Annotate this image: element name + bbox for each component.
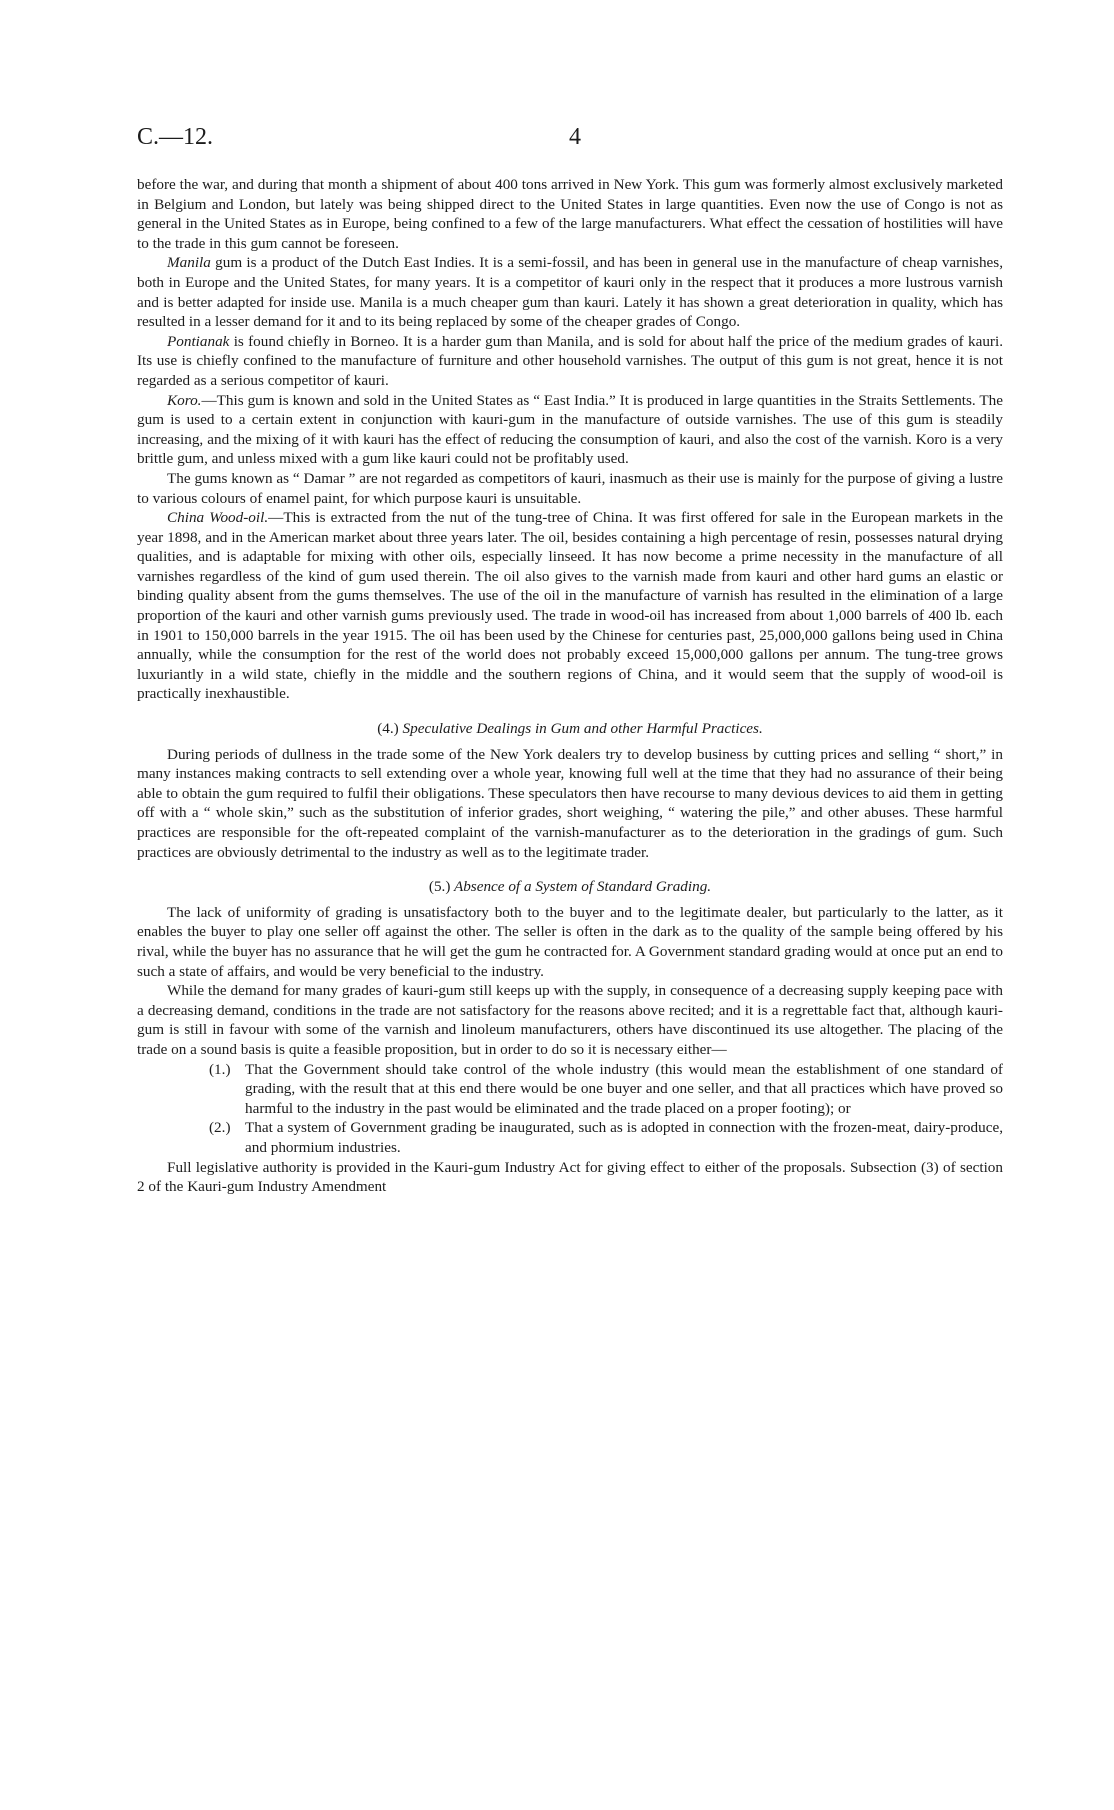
manila-text: gum is a product of the Dutch East Indies. It is a semi-fossil, and has been in general use in the manufacture of cheap varnishes, both in Europe and the United States, for many years. It is a competitor of kauri only in the respect that it produces a more lustrous varnish and is better adapted for inside use. Manila is a much cheaper gum than kauri. Lately it has shown a great deterioration in quality, which has resulted in a lesser demand for it and to its being replaced by some of the cheaper grades of Congo. <box>137 254 1003 331</box>
paragraph-congo-continuation: before the war, and during that month a shipment of about 400 tons arrived in New York. This gum was formerly almost exclusively marketed in Belgium and London, but lately was being shipped direct to the United States in large quantities. Even now the use of Congo is not as general in the United States as in Europe, being confined to a few of the large manufacturers. What effect the cessation of hostilities will have to the trade in this gum cannot be foreseen. <box>137 176 1003 252</box>
section-title-4: Speculative Dealings in Gum and other Harmful Practices. <box>402 720 763 738</box>
section-number-5: (5.) <box>428 878 451 896</box>
list-marker: (2.) <box>209 1119 231 1137</box>
proposals-list <box>137 1060 1003 1158</box>
list-marker: (1.) <box>209 1060 231 1078</box>
paragraph-grading-2: While the demand for many grades of kauri-gum still keeps up with the supply, in consequence of a decreasing supply keeping pace with a decreasing demand, conditions in the trade are not satisfactory for the reasons above recited; and it is a regrettable fact that, although kauri-gum is still in favour with some of the varnish and linoleum manufacturers, others have discontinued its use altogether. The placing of the trade on a sound basis is quite a feasible proposition, but in order to do so it is necessary either— <box>137 982 1003 1058</box>
term-manila: Manila <box>167 254 211 272</box>
list-item <box>209 1118 1003 1157</box>
paragraph-legislative-authority: Full legislative authority is provided in the Kauri-gum Industry Act for giving effect to either of the proposals. Subsection (3) of section 2 of the Kauri-gum Industry Amendment <box>137 1158 1003 1196</box>
paragraph-damar: The gums known as “ Damar ” are not regarded as competitors of kauri, inasmuch as their use is mainly for the purpose of giving a lustre to various colours of enamel paint, for which purpose kauri is unsuitable. <box>137 469 1003 507</box>
list-item-text: That the Government should take control of the whole industry (this would mean the establishment of one standard of grading, with the result that at this end there would be one buyer and one seller, and that all practices which have proved so harmful to the industry in the past would be eliminated and the trade placed on a proper footing); or <box>245 1060 1003 1117</box>
section-heading-5 <box>137 877 1003 897</box>
paragraph-speculative-dealings: During periods of dullness in the trade some of the New York dealers try to develop business by cutting prices and selling “ short,” in many instances making contracts to sell extending over a whole year, knowing full well at the time that they had no assurance of their being able to obtain the gum required to fulfil their obligations. These speculators then have recourse to many devious devices to aid them in getting off with a “ whole skin,” such as the substitution of inferior grades, short weighing, “ watering the pile,” and other abuses. These harmful practices are responsible for the oft-repeated complaint of the varnish-manufacturer as to the deterioration in the gradings of gum. Such practices are obviously detrimental to the industry as well as to the legitimate trader. <box>137 745 1003 861</box>
pontianak-text: is found chiefly in Borneo. It is a harder gum than Manila, and is sold for about half the price of the medium grades of kauri. Its use is chiefly confined to the manufacture of furniture and other household varnishes. The output of this gum is not great, hence it is not regarded as a serious competitor of kauri. <box>137 332 1003 389</box>
koro-text: —This gum is known and sold in the United States as “ East India.” It is produced in large quantities in the Straits Settlements. The gum is used to a certain extent in conjunction with kauri-gum in the manufacture of outside varnishes. The use of this gum is steadily increasing, and the mixing of it with kauri has the effect of reducing the consumption of kauri, and also the cost of the varnish. Koro is a very brittle gum, and unless mixed with a gum like kauri could not be profitably used. <box>137 391 1003 468</box>
page-number: 4 <box>569 124 581 150</box>
paragraph-manila <box>137 253 1003 331</box>
list-item <box>209 1060 1003 1119</box>
body-text <box>137 175 1003 1197</box>
section-heading-4 <box>137 719 1003 739</box>
section-title-5: Absence of a System of Standard Grading. <box>453 878 712 896</box>
section-number-4: (4.) <box>377 720 399 738</box>
document-reference: C.—12. <box>137 124 214 150</box>
china-wood-oil-text: —This is extracted from the nut of the tung-tree of China. It was first offered for sale in the European markets in the year 1898, and in the American market about three years later. The oil, besides containing a high percentage of resin, possesses natural drying qualities, and is adaptable for mixing with other oils, especially linseed. It has now become a prime necessity in the manufacture of all varnishes regardless of the kind of gum used therein. The oil also gives to the varnish made from kauri and other hard gums an elastic or binding quality absent from the gums themselves. The use of the oil in the manufacture of varnish has resulted in the elimination of a large proportion of the kauri and other varnish gums previously used. The trade in wood-oil has increased from about 1,000 barrels of 400 lb. each in 1901 to 150,000 barrels in the year 1915. The oil has been used by the Chinese for centuries past, 25,000,000 gallons being used in China annually, while the consumption for the rest of the world does not probably exceed 15,000,000 gallons per annum. The tung-tree grows luxuriantly in a wild state, chiefly in the middle and the southern regions of China, and it would seem that the supply of wood-oil is practically inexhaustible. <box>137 509 1003 703</box>
page-header <box>137 124 997 154</box>
term-koro: Koro. <box>167 391 202 409</box>
paragraph-china-wood-oil <box>137 508 1003 704</box>
paragraph-pontianak <box>137 332 1003 391</box>
list-item-text: That a system of Government grading be inaugurated, such as is adopted in connection with the frozen-meat, dairy-produce, and phormium industries. <box>245 1119 1003 1156</box>
term-china-wood-oil: China Wood-oil. <box>167 509 269 527</box>
paragraph-koro <box>137 391 1003 469</box>
paragraph-grading-1: The lack of uniformity of grading is unsatisfactory both to the buyer and to the legitimate dealer, but particularly to the latter, as it enables the buyer to play one seller off against the other. The seller is often in the dark as to the quality of the sample being offered by his rival, while the buyer has no assurance that he will get the gum he contracted for. A Government standard grading would at once put an end to such a state of affairs, and would be very beneficial to the industry. <box>137 903 1003 980</box>
term-pontianak: Pontianak <box>167 332 230 350</box>
